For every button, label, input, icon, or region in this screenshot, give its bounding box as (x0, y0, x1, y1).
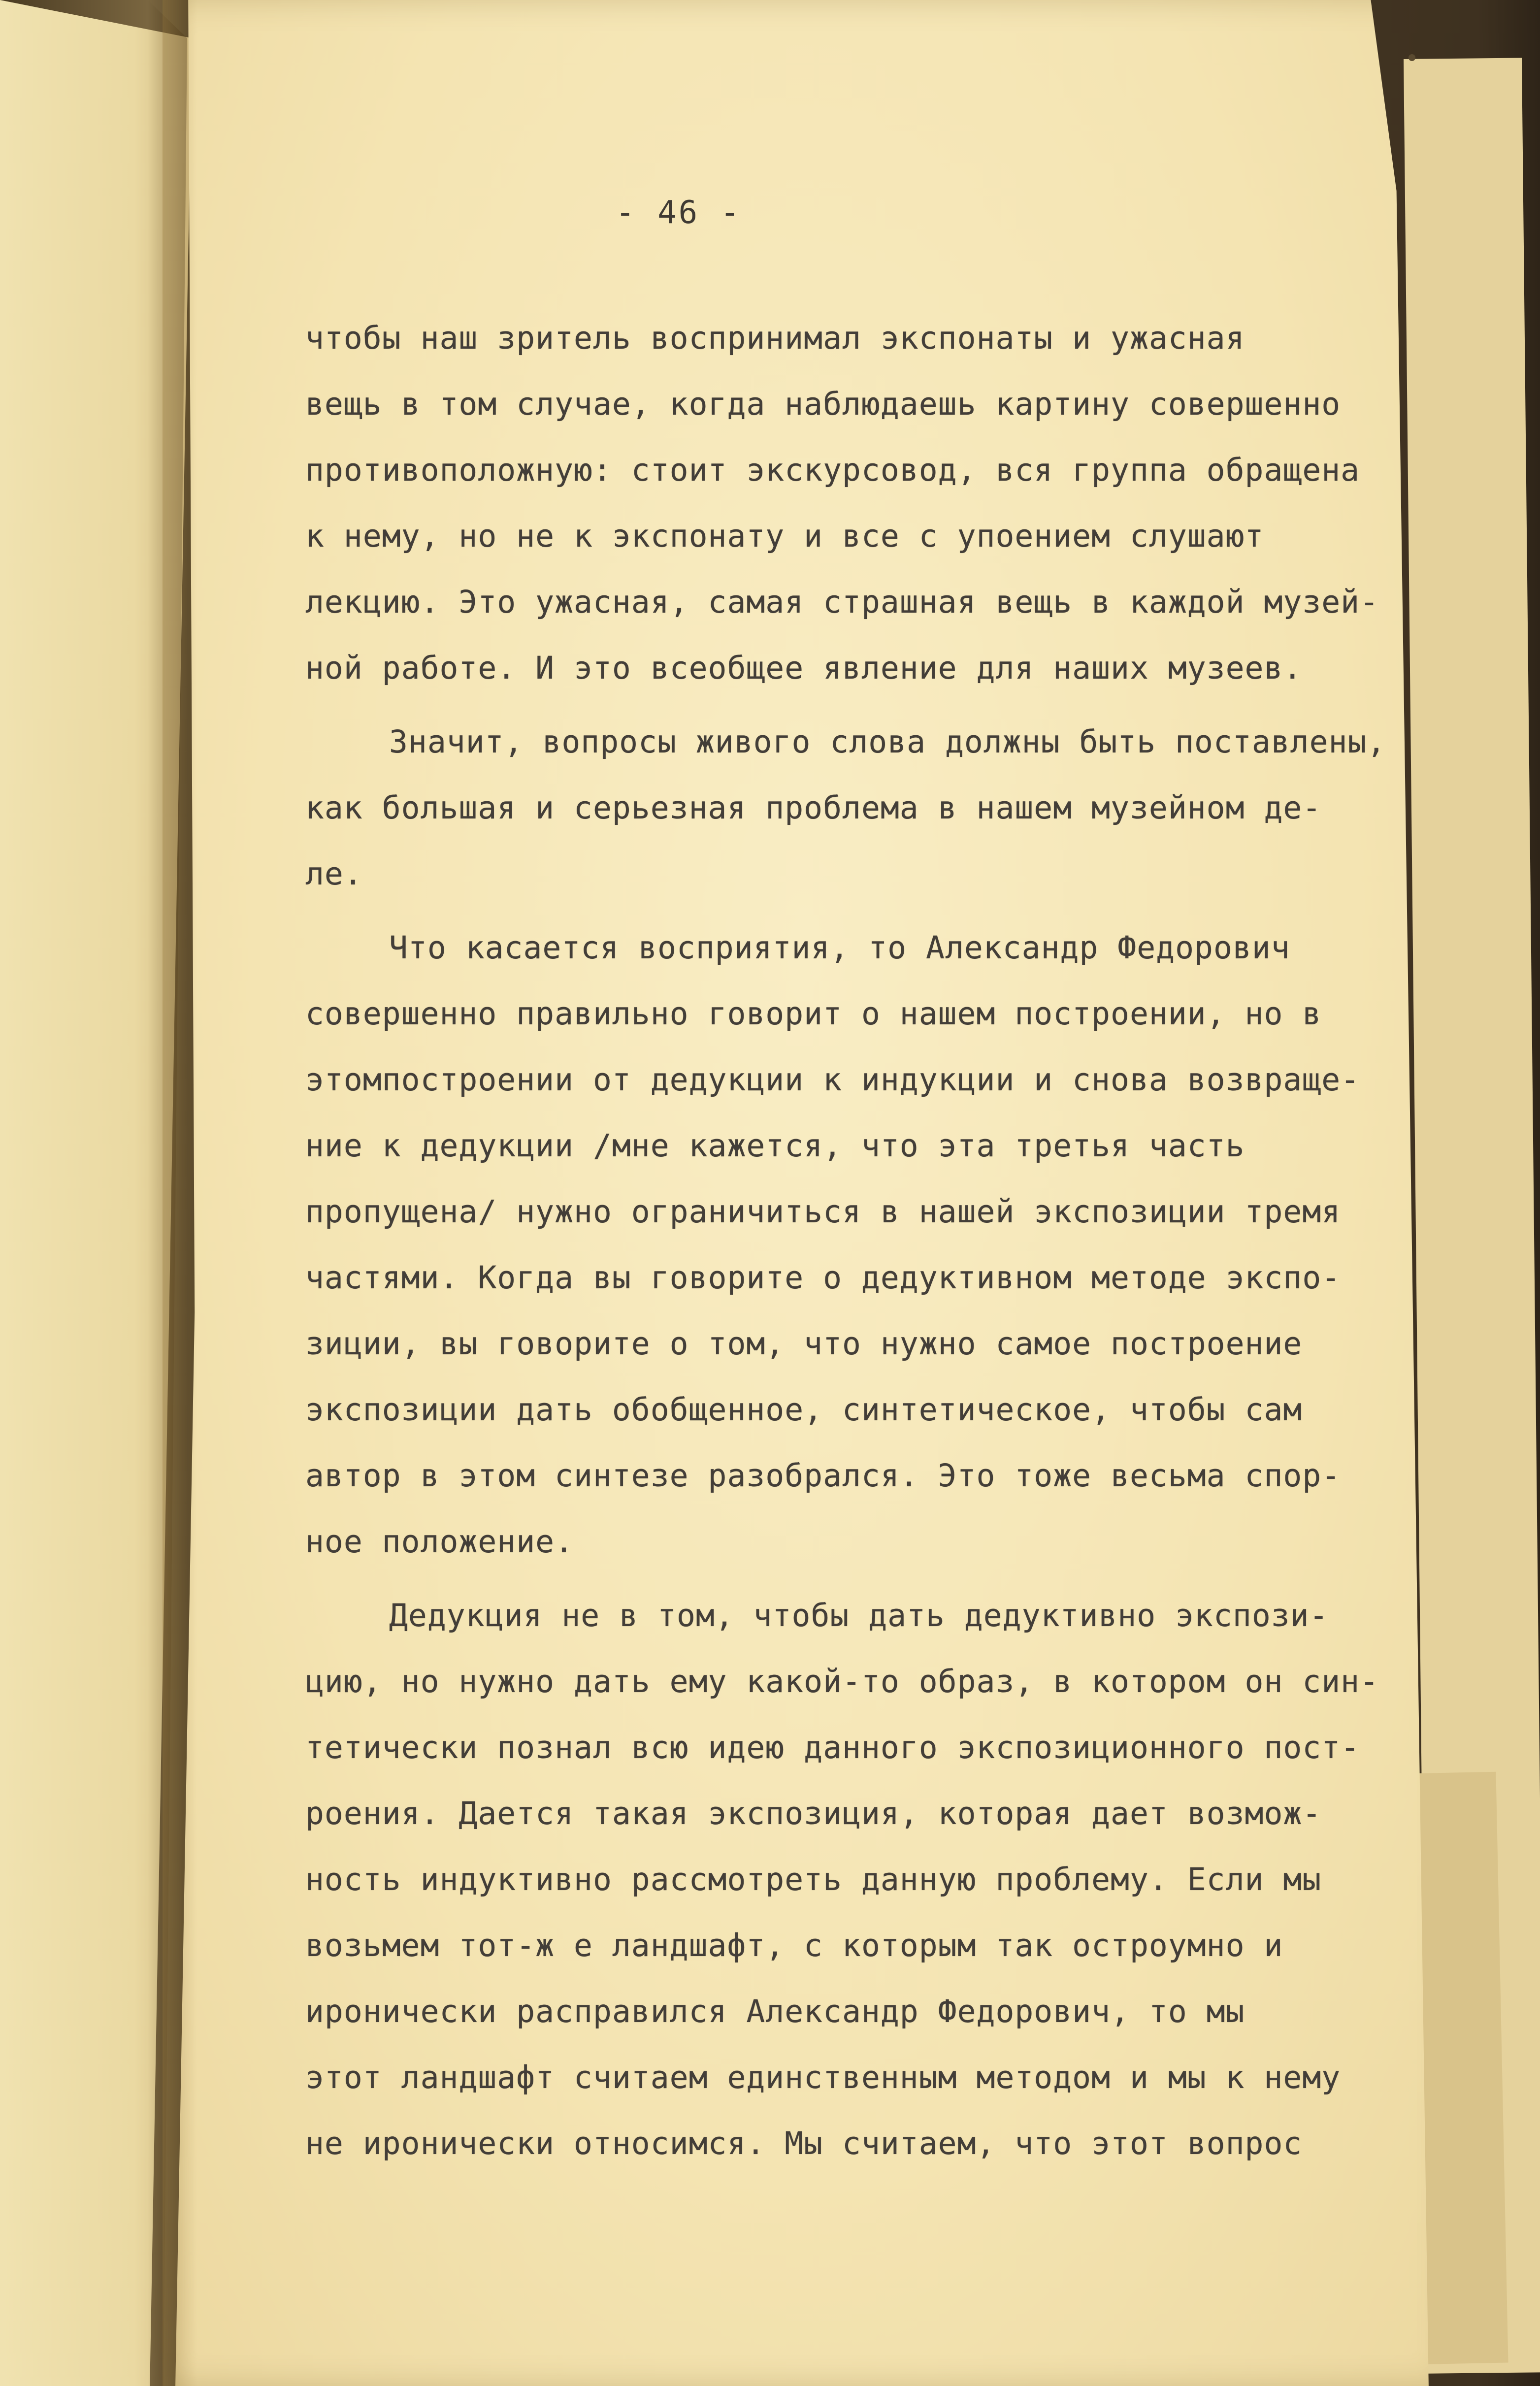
text-line: этомпостроении от дедукции к индукции и снова возвраще- (305, 1062, 1360, 1098)
text-line: ле. (305, 856, 363, 892)
text-line: автор в этом синтезе разобрался. Это тоже весьма спор- (305, 1458, 1341, 1494)
text-line: ность индуктивно рассмотреть данную проблему. Если мы (305, 1862, 1322, 1897)
text-line: ние к дедукции /мне кажется, что эта третья часть (305, 1128, 1245, 1164)
text-line: тетически познал всю идею данного экспозиционного пост- (305, 1730, 1360, 1765)
ink-speck (1409, 54, 1415, 61)
paragraph-first-line: Что касается восприятия, то Александр Федорович (389, 930, 1290, 966)
text-line: ной работе. И это всеобщее явление для наших музеев. (305, 650, 1303, 686)
text-line: лекцию. Это ужасная, самая страшная вещь в каждой музей- (305, 584, 1379, 620)
page-number: - 46 - (616, 195, 742, 231)
paragraph-first-line: Значит, вопросы живого слова должны быть поставлены, (389, 724, 1386, 760)
text-line: этот ландшафт считаем единственным методом и мы к нему (305, 2059, 1341, 2095)
text-line: не иронически относимся. Мы считаем, что этот вопрос (305, 2125, 1303, 2161)
text-line: иронически расправился Александр Федорович, то мы (305, 1994, 1245, 2029)
text-line: вещь в том случае, когда наблюдаешь картину совершенно (305, 386, 1341, 422)
text-line: ное положение. (305, 1524, 574, 1560)
text-line: цию, но нужно дать ему какой-то образ, в котором он син- (305, 1664, 1379, 1700)
text-line: возьмем тот-ж е ландшафт, с которым так остроумно и (305, 1928, 1283, 1963)
text-line: как большая и серьезная проблема в нашем музейном де- (305, 790, 1322, 826)
text-line: противоположную: стоит экскурсовод, вся группа обращена (305, 452, 1360, 488)
page-fold-shading (163, 0, 197, 2386)
text-line: пропущена/ нужно ограничиться в нашей экспозиции тремя (305, 1194, 1341, 1230)
text-line: зиции, вы говорите о том, что нужно самое построение (305, 1326, 1303, 1362)
text-line: чтобы наш зритель воспринимал экспонаты и ужасная (305, 320, 1245, 356)
text-line: экспозиции дать обобщенное, синтетическое, чтобы сам (305, 1392, 1303, 1428)
paragraph-first-line: Дедукция не в том, чтобы дать дедуктивно экспози- (389, 1598, 1329, 1634)
text-line: роения. Дается такая экспозиция, которая дает возмож- (305, 1796, 1322, 1831)
text-line: совершенно правильно говорит о нашем построении, но в (305, 996, 1322, 1032)
typewritten-body (305, 305, 1428, 2177)
text-line: частями. Когда вы говорите о дедуктивном методе экспо- (305, 1260, 1341, 1296)
text-line: к нему, но не к экспонату и все с упоением слушают (305, 518, 1264, 554)
